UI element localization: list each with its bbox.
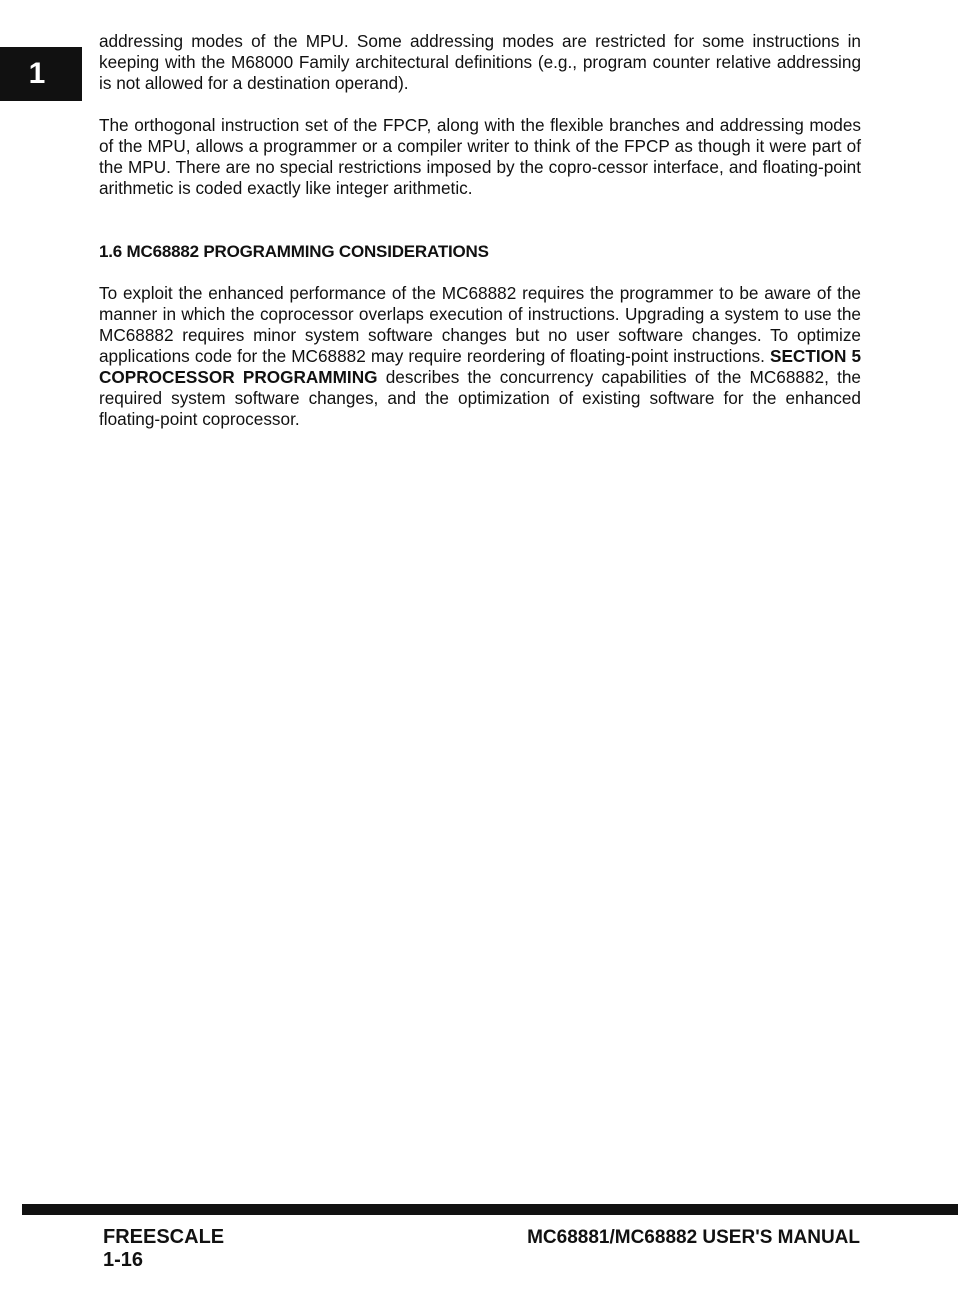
section-reference: SECTION 5 COPROCESSOR PROGRAMMING: [99, 346, 862, 387]
footer-rule: [22, 1204, 958, 1215]
paragraph-orthogonal-instruction-set: The orthogonal instruction set of the FPCP, along with the flexible branches and addressing modes of the MPU, allows a programmer or a compiler writer to think of the FPCP as though it were part of the MPU. There are no special restrictions imposed by the copro-cessor interface, and floating-point arithmetic is coded exactly like integer arithmetic.: [99, 115, 861, 198]
page-content: [99, 31, 861, 430]
chapter-tab: 1: [0, 47, 82, 101]
paragraph-text-end: describes the concurrency capabilities of the MC68882, the required system software changes, and the optimization of existing software for the enhanced floating-point coprocessor.: [99, 367, 861, 429]
footer-publisher: FREESCALE: [103, 1226, 225, 1248]
paragraph-text-start: To exploit the enhanced performance of the MC68882 requires the programmer to be aware of the manner in which the coprocessor overlaps execution of instructions. Upgrading a system to use the MC68882 requires minor system software changes but no user software changes. To optimize applications code for the MC68882 may require reordering of floating-point instructions.: [99, 283, 861, 366]
footer-left: [103, 1226, 224, 1272]
paragraph-addressing-modes: addressing modes of the MPU. Some addressing modes are restricted for some instructions in keeping with the M68000 Family architectural definitions (e.g., program counter relative addressing is not allowed for a destination operand).: [99, 31, 861, 93]
footer-manual-title: MC68881/MC68882 USER'S MANUAL: [527, 1227, 860, 1248]
paragraph-programming-considerations: [99, 283, 861, 430]
section-heading: 1.6 MC68882 PROGRAMMING CONSIDERATIONS: [99, 242, 489, 261]
footer-page-number: 1-16: [103, 1249, 144, 1271]
